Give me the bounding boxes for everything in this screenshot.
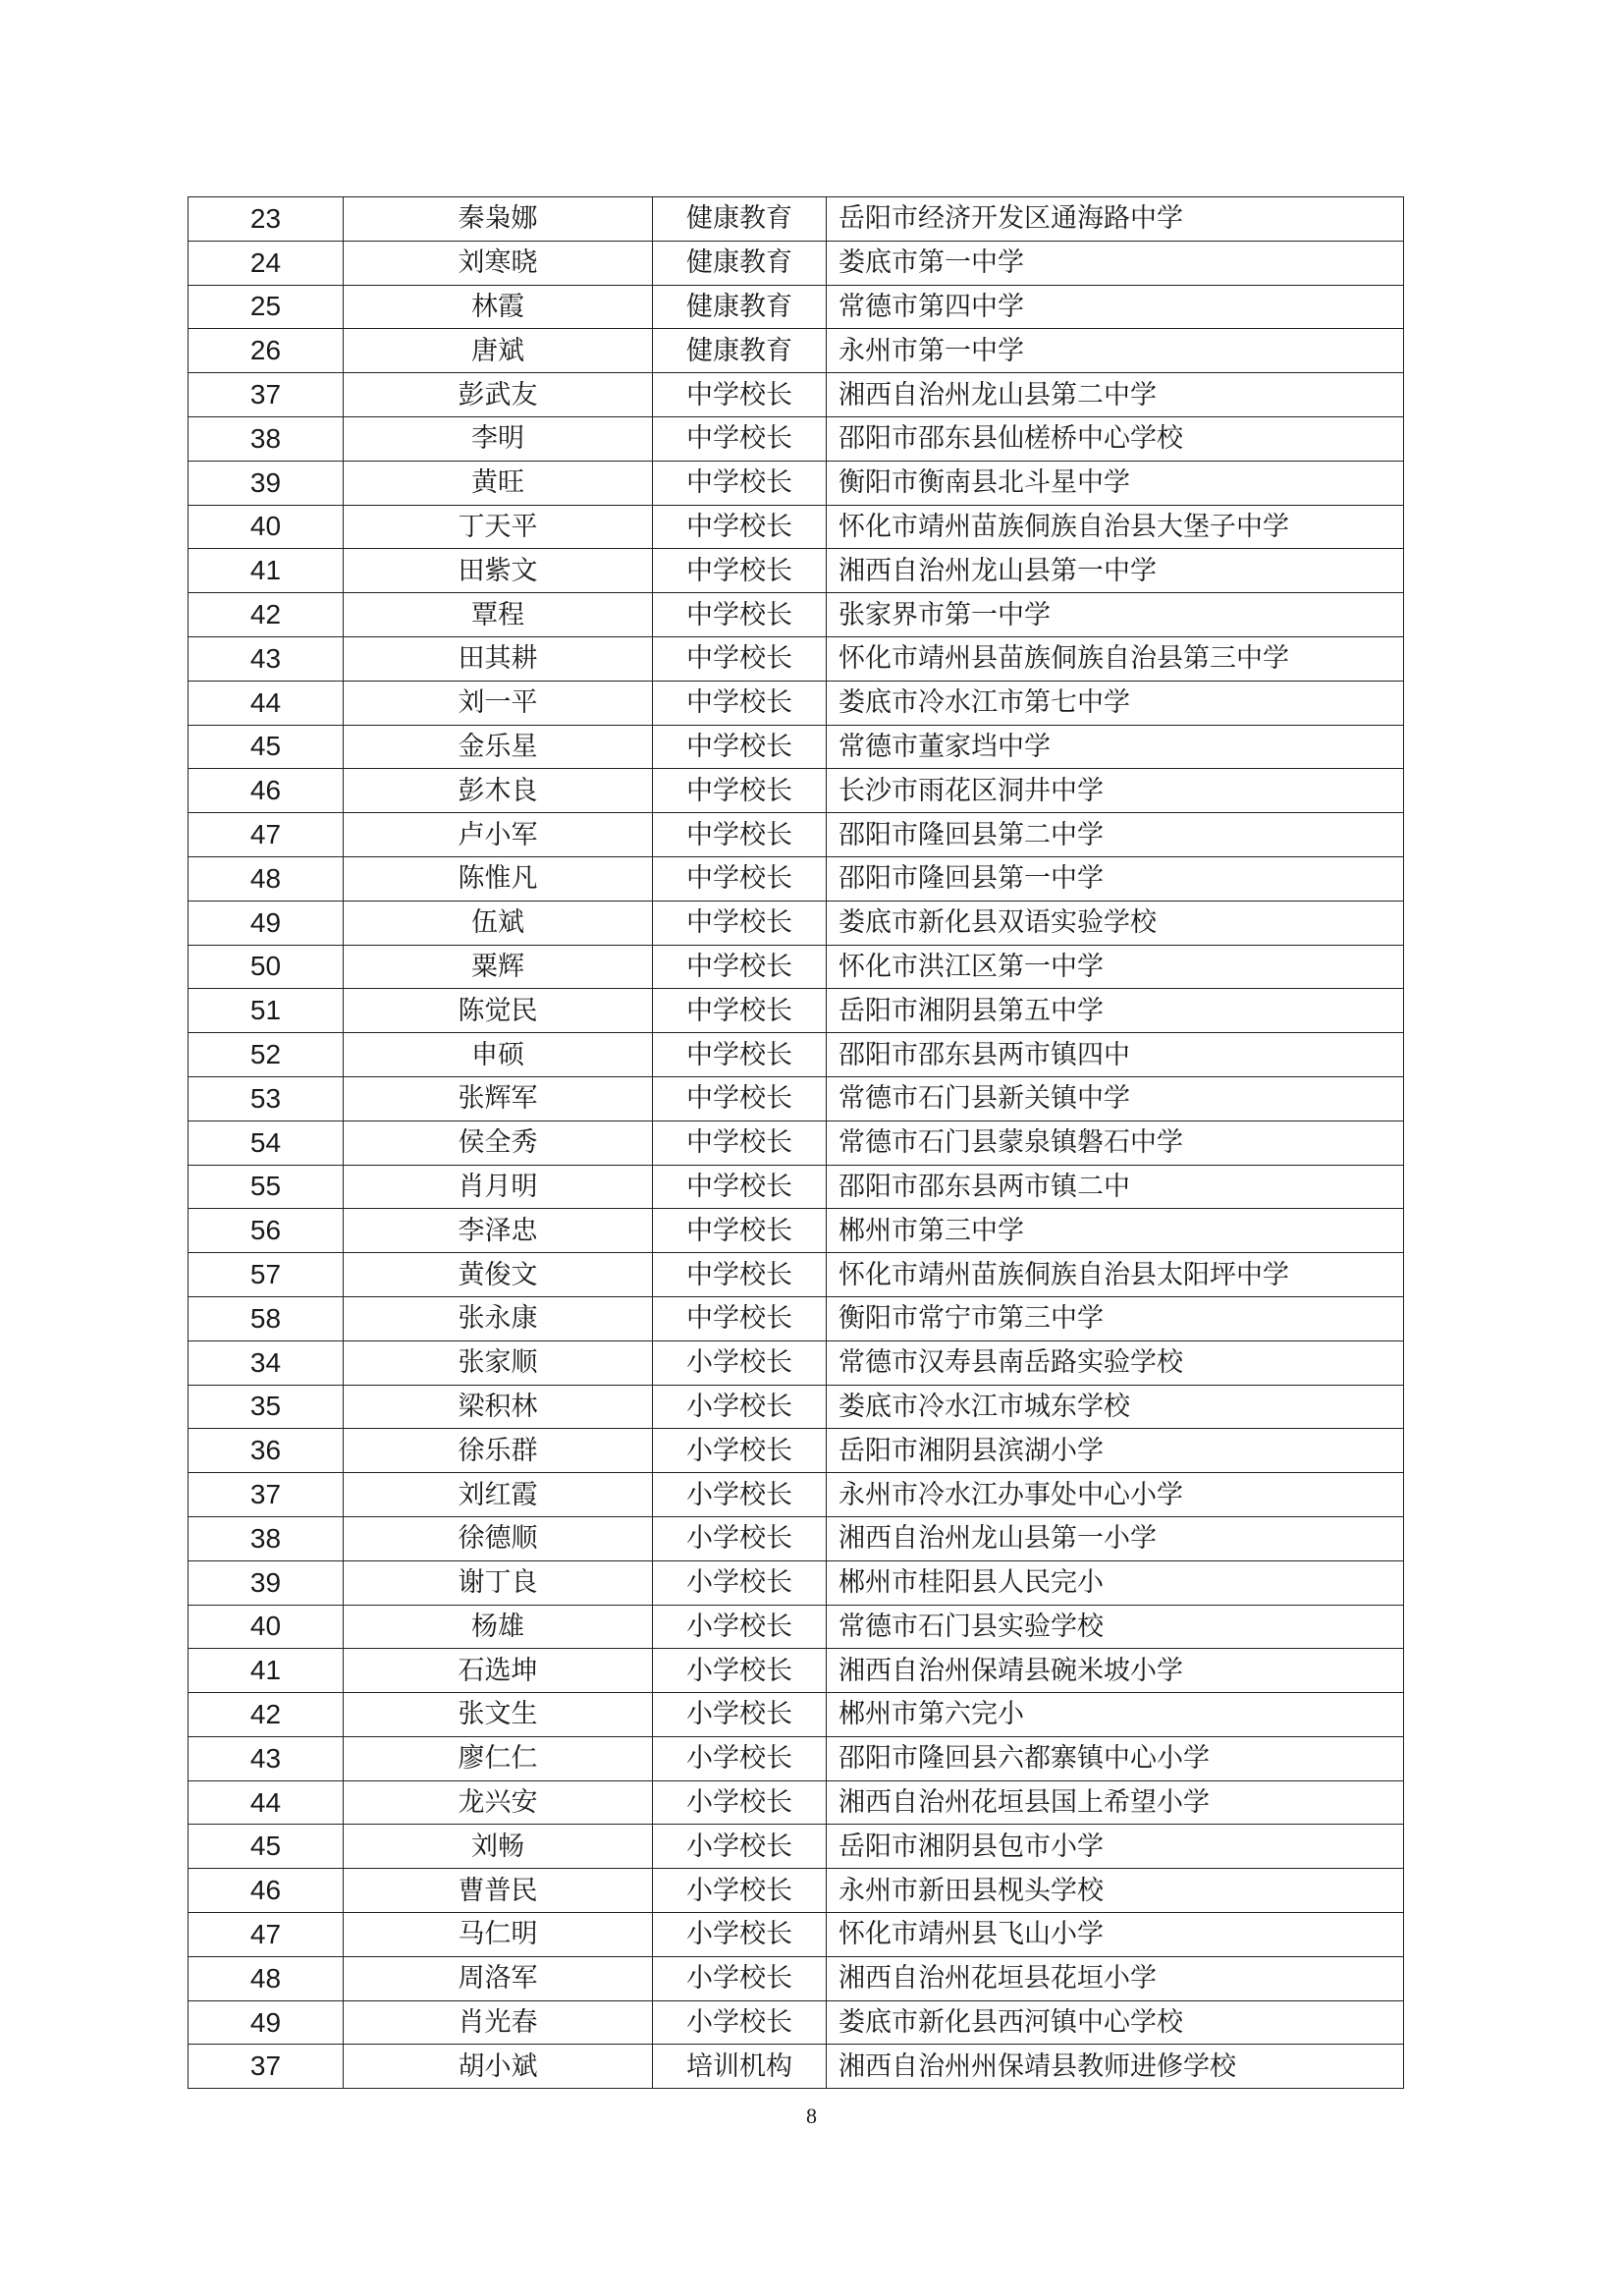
row-number: 47: [189, 1913, 344, 1957]
row-number: 34: [189, 1340, 344, 1385]
row-number: 46: [189, 1869, 344, 1913]
table-row: [189, 461, 1404, 505]
person-name: 刘寒晓: [344, 241, 653, 285]
work-unit: 娄底市第一中学: [827, 241, 1404, 285]
person-name: 伍斌: [344, 901, 653, 945]
person-name: 陈觉民: [344, 989, 653, 1033]
table-row: [189, 989, 1404, 1033]
row-number: 57: [189, 1253, 344, 1297]
category: 培训机构: [653, 2045, 827, 2089]
row-number: 41: [189, 1649, 344, 1693]
table-row: [189, 1780, 1404, 1825]
person-name: 肖光春: [344, 2000, 653, 2045]
row-number: 51: [189, 989, 344, 1033]
person-name: 马仁明: [344, 1913, 653, 1957]
work-unit: 常德市董家垱中学: [827, 725, 1404, 769]
table-row: [189, 1253, 1404, 1297]
row-number: 35: [189, 1385, 344, 1429]
person-name: 曹普民: [344, 1869, 653, 1913]
work-unit: 郴州市第三中学: [827, 1209, 1404, 1253]
row-number: 39: [189, 1560, 344, 1605]
category: 小学校长: [653, 1340, 827, 1385]
work-unit: 常德市石门县蒙泉镇磐石中学: [827, 1121, 1404, 1165]
row-number: 37: [189, 2045, 344, 2089]
row-number: 58: [189, 1296, 344, 1340]
table-row: [189, 1560, 1404, 1605]
person-name: 覃程: [344, 593, 653, 637]
table-row: [189, 2045, 1404, 2089]
category: 中学校长: [653, 549, 827, 593]
category: 小学校长: [653, 1560, 827, 1605]
work-unit: 怀化市靖州县飞山小学: [827, 1913, 1404, 1957]
work-unit: 衡阳市常宁市第三中学: [827, 1296, 1404, 1340]
person-name: 金乐星: [344, 725, 653, 769]
row-number: 48: [189, 856, 344, 901]
work-unit: 怀化市靖州苗族侗族自治县大堡子中学: [827, 505, 1404, 549]
row-number: 44: [189, 1780, 344, 1825]
category: 小学校长: [653, 1605, 827, 1649]
person-name: 刘红霞: [344, 1473, 653, 1517]
table-row: [189, 1736, 1404, 1780]
work-unit: 邵阳市隆回县第二中学: [827, 813, 1404, 857]
category: 中学校长: [653, 769, 827, 813]
person-name: 周洛军: [344, 1956, 653, 2000]
category: 中学校长: [653, 1209, 827, 1253]
work-unit: 长沙市雨花区洞井中学: [827, 769, 1404, 813]
row-number: 50: [189, 945, 344, 989]
category: 中学校长: [653, 505, 827, 549]
row-number: 24: [189, 241, 344, 285]
row-number: 56: [189, 1209, 344, 1253]
table-row: [189, 241, 1404, 285]
row-number: 46: [189, 769, 344, 813]
work-unit: 湘西自治州龙山县第二中学: [827, 373, 1404, 417]
table-row: [189, 769, 1404, 813]
table-row: [189, 593, 1404, 637]
work-unit: 湘西自治州州保靖县教师进修学校: [827, 2045, 1404, 2089]
category: 中学校长: [653, 989, 827, 1033]
row-number: 38: [189, 1516, 344, 1560]
work-unit: 娄底市新化县西河镇中心学校: [827, 2000, 1404, 2045]
person-name: 侯全秀: [344, 1121, 653, 1165]
table-row: [189, 373, 1404, 417]
table-row: [189, 1033, 1404, 1077]
table-row: [189, 1385, 1404, 1429]
row-number: 43: [189, 1736, 344, 1780]
category: 中学校长: [653, 1165, 827, 1209]
category: 小学校长: [653, 1473, 827, 1517]
person-name: 田紫文: [344, 549, 653, 593]
person-name: 申硕: [344, 1033, 653, 1077]
category: 中学校长: [653, 461, 827, 505]
category: 小学校长: [653, 1956, 827, 2000]
work-unit: 永州市冷水江办事处中心小学: [827, 1473, 1404, 1517]
table-row: [189, 813, 1404, 857]
work-unit: 永州市新田县枧头学校: [827, 1869, 1404, 1913]
row-number: 45: [189, 1825, 344, 1869]
table-row: [189, 285, 1404, 329]
person-name: 丁天平: [344, 505, 653, 549]
page-number: 8: [806, 2104, 817, 2128]
category: 中学校长: [653, 416, 827, 461]
category: 小学校长: [653, 2000, 827, 2045]
category: 中学校长: [653, 373, 827, 417]
person-name: 龙兴安: [344, 1780, 653, 1825]
work-unit: 张家界市第一中学: [827, 593, 1404, 637]
row-number: 25: [189, 285, 344, 329]
table-row: [189, 1913, 1404, 1957]
table-row: [189, 1340, 1404, 1385]
row-number: 40: [189, 505, 344, 549]
row-number: 43: [189, 636, 344, 681]
table-row: [189, 725, 1404, 769]
row-number: 37: [189, 1473, 344, 1517]
person-name: 张辉军: [344, 1076, 653, 1121]
table-row: [189, 1605, 1404, 1649]
category: 中学校长: [653, 813, 827, 857]
table-row: [189, 1649, 1404, 1693]
row-number: 53: [189, 1076, 344, 1121]
row-number: 42: [189, 593, 344, 637]
person-name: 张家顺: [344, 1340, 653, 1385]
table-row: [189, 901, 1404, 945]
table-row: [189, 1209, 1404, 1253]
work-unit: 怀化市靖州苗族侗族自治县太阳坪中学: [827, 1253, 1404, 1297]
row-number: 40: [189, 1605, 344, 1649]
category: 小学校长: [653, 1693, 827, 1737]
table-row: [189, 505, 1404, 549]
person-name: 黄旺: [344, 461, 653, 505]
person-name: 田其耕: [344, 636, 653, 681]
table-row: [189, 1165, 1404, 1209]
person-name: 刘一平: [344, 681, 653, 725]
table-row: [189, 856, 1404, 901]
table-row: [189, 416, 1404, 461]
category: 中学校长: [653, 856, 827, 901]
category: 中学校长: [653, 1076, 827, 1121]
table-row: [189, 1825, 1404, 1869]
person-name: 李明: [344, 416, 653, 461]
person-name: 梁积林: [344, 1385, 653, 1429]
table-row: [189, 636, 1404, 681]
person-name: 秦枭娜: [344, 197, 653, 242]
person-name: 石选坤: [344, 1649, 653, 1693]
row-number: 45: [189, 725, 344, 769]
row-number: 44: [189, 681, 344, 725]
work-unit: 湘西自治州龙山县第一小学: [827, 1516, 1404, 1560]
category: 健康教育: [653, 241, 827, 285]
table-row: [189, 197, 1404, 242]
person-name: 徐乐群: [344, 1429, 653, 1473]
work-unit: 邵阳市邵东县仙槎桥中心学校: [827, 416, 1404, 461]
category: 小学校长: [653, 1869, 827, 1913]
category: 健康教育: [653, 329, 827, 373]
table-row: [189, 1516, 1404, 1560]
category: 小学校长: [653, 1913, 827, 1957]
work-unit: 邵阳市邵东县两市镇四中: [827, 1033, 1404, 1077]
roster-table: [188, 196, 1404, 2089]
category: 小学校长: [653, 1649, 827, 1693]
category: 健康教育: [653, 197, 827, 242]
category: 中学校长: [653, 725, 827, 769]
work-unit: 娄底市冷水江市第七中学: [827, 681, 1404, 725]
row-number: 49: [189, 901, 344, 945]
work-unit: 岳阳市湘阴县第五中学: [827, 989, 1404, 1033]
work-unit: 岳阳市湘阴县滨湖小学: [827, 1429, 1404, 1473]
table-row: [189, 1429, 1404, 1473]
table-row: [189, 681, 1404, 725]
person-name: 彭木良: [344, 769, 653, 813]
category: 小学校长: [653, 1825, 827, 1869]
category: 中学校长: [653, 1296, 827, 1340]
row-number: 36: [189, 1429, 344, 1473]
person-name: 刘畅: [344, 1825, 653, 1869]
work-unit: 邵阳市隆回县六都寨镇中心小学: [827, 1736, 1404, 1780]
table-row: [189, 945, 1404, 989]
work-unit: 娄底市冷水江市城东学校: [827, 1385, 1404, 1429]
row-number: 47: [189, 813, 344, 857]
table-row: [189, 1956, 1404, 2000]
work-unit: 湘西自治州龙山县第一中学: [827, 549, 1404, 593]
person-name: 卢小军: [344, 813, 653, 857]
category: 健康教育: [653, 285, 827, 329]
person-name: 粟辉: [344, 945, 653, 989]
person-name: 唐斌: [344, 329, 653, 373]
person-name: 彭武友: [344, 373, 653, 417]
work-unit: 常德市汉寿县南岳路实验学校: [827, 1340, 1404, 1385]
category: 中学校长: [653, 1253, 827, 1297]
row-number: 55: [189, 1165, 344, 1209]
work-unit: 岳阳市经济开发区通海路中学: [827, 197, 1404, 242]
category: 小学校长: [653, 1429, 827, 1473]
category: 中学校长: [653, 1033, 827, 1077]
roster-body: [189, 197, 1404, 2089]
row-number: 42: [189, 1693, 344, 1737]
person-name: 黄俊文: [344, 1253, 653, 1297]
work-unit: 永州市第一中学: [827, 329, 1404, 373]
row-number: 37: [189, 373, 344, 417]
category: 中学校长: [653, 593, 827, 637]
row-number: 39: [189, 461, 344, 505]
work-unit: 娄底市新化县双语实验学校: [827, 901, 1404, 945]
work-unit: 湘西自治州保靖县碗米坡小学: [827, 1649, 1404, 1693]
row-number: 41: [189, 549, 344, 593]
work-unit: 湘西自治州花垣县国上希望小学: [827, 1780, 1404, 1825]
table-row: [189, 1076, 1404, 1121]
table-row: [189, 329, 1404, 373]
table-row: [189, 549, 1404, 593]
work-unit: 怀化市洪江区第一中学: [827, 945, 1404, 989]
work-unit: 郴州市第六完小: [827, 1693, 1404, 1737]
category: 中学校长: [653, 681, 827, 725]
row-number: 26: [189, 329, 344, 373]
person-name: 谢丁良: [344, 1560, 653, 1605]
row-number: 52: [189, 1033, 344, 1077]
work-unit: 衡阳市衡南县北斗星中学: [827, 461, 1404, 505]
work-unit: 邵阳市邵东县两市镇二中: [827, 1165, 1404, 1209]
work-unit: 岳阳市湘阴县包市小学: [827, 1825, 1404, 1869]
work-unit: 常德市第四中学: [827, 285, 1404, 329]
person-name: 肖月明: [344, 1165, 653, 1209]
person-name: 林霞: [344, 285, 653, 329]
table-row: [189, 2000, 1404, 2045]
person-name: 胡小斌: [344, 2045, 653, 2089]
category: 中学校长: [653, 636, 827, 681]
row-number: 23: [189, 197, 344, 242]
table-row: [189, 1296, 1404, 1340]
category: 小学校长: [653, 1385, 827, 1429]
person-name: 张文生: [344, 1693, 653, 1737]
person-name: 陈惟凡: [344, 856, 653, 901]
row-number: 48: [189, 1956, 344, 2000]
row-number: 49: [189, 2000, 344, 2045]
work-unit: 怀化市靖州县苗族侗族自治县第三中学: [827, 636, 1404, 681]
category: 中学校长: [653, 901, 827, 945]
work-unit: 邵阳市隆回县第一中学: [827, 856, 1404, 901]
person-name: 李泽忠: [344, 1209, 653, 1253]
person-name: 杨雄: [344, 1605, 653, 1649]
person-name: 徐德顺: [344, 1516, 653, 1560]
table-row: [189, 1693, 1404, 1737]
work-unit: 常德市石门县实验学校: [827, 1605, 1404, 1649]
table-row: [189, 1473, 1404, 1517]
work-unit: 郴州市桂阳县人民完小: [827, 1560, 1404, 1605]
work-unit: 湘西自治州花垣县花垣小学: [827, 1956, 1404, 2000]
row-number: 38: [189, 416, 344, 461]
category: 中学校长: [653, 945, 827, 989]
category: 小学校长: [653, 1736, 827, 1780]
category: 中学校长: [653, 1121, 827, 1165]
person-name: 廖仁仁: [344, 1736, 653, 1780]
person-name: 张永康: [344, 1296, 653, 1340]
category: 小学校长: [653, 1780, 827, 1825]
category: 小学校长: [653, 1516, 827, 1560]
work-unit: 常德市石门县新关镇中学: [827, 1076, 1404, 1121]
table-row: [189, 1121, 1404, 1165]
table-row: [189, 1869, 1404, 1913]
row-number: 54: [189, 1121, 344, 1165]
